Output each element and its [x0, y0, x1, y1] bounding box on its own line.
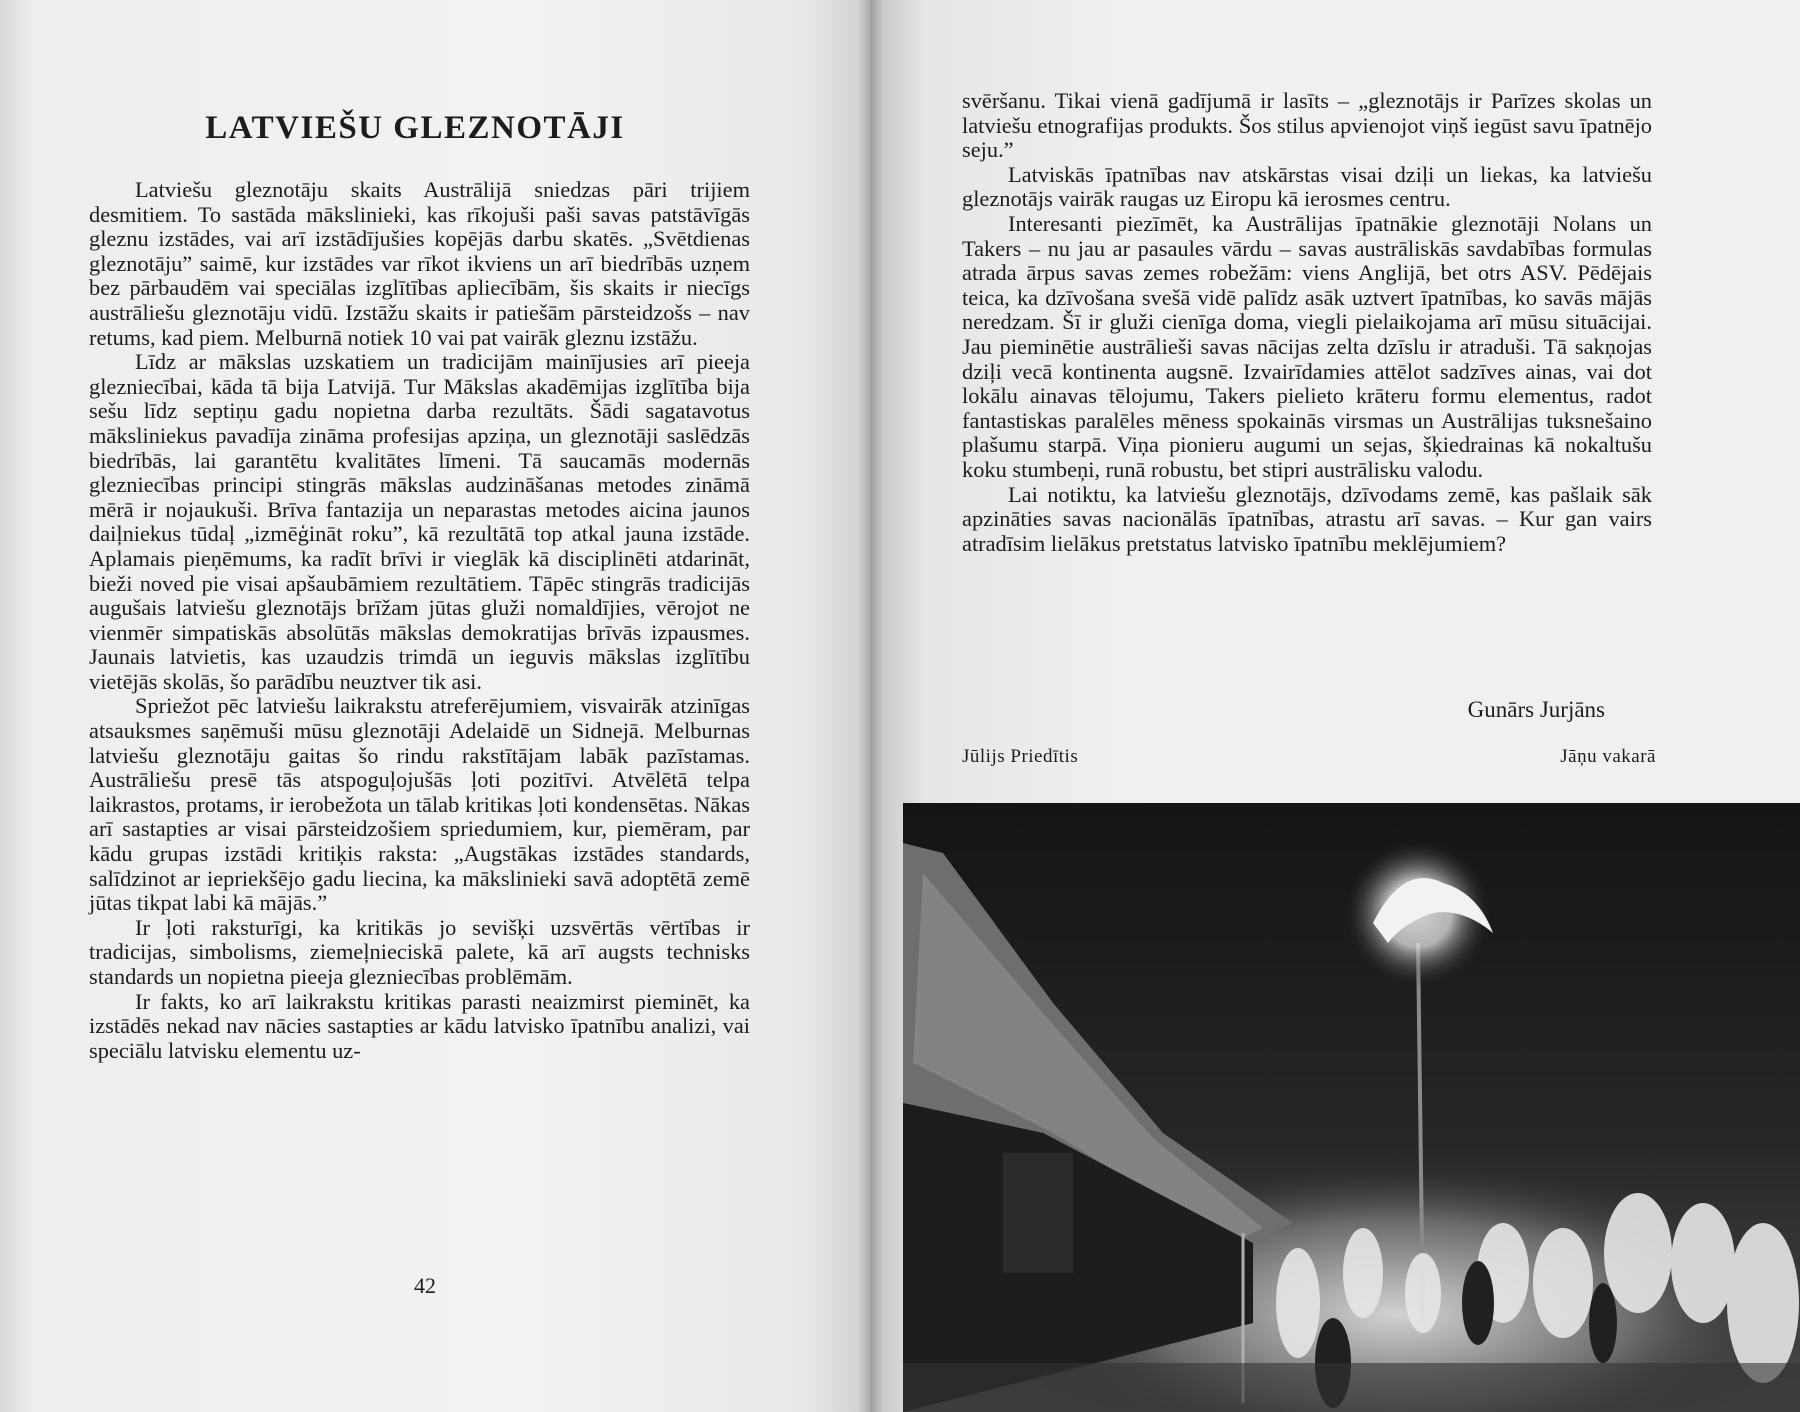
paragraph: svēršanu. Tikai vienā gadījumā ir lasīts – „gleznotājs ir Parīzes skolas un latviešu etnografijas produkts. Šos stilus apvienojot viņš iegūst savu īpatnējo seju.”: [962, 88, 1652, 163]
right-page: [870, 0, 1800, 1412]
right-page-text-column: [962, 89, 1652, 556]
caption-artist: Jūlijs Priedītis: [962, 746, 1079, 767]
caption-title: Jāņu vakarā: [1560, 746, 1656, 767]
paragraph: Latviešu gleznotāju skaits Austrālijā sniedzas pāri trijiem desmitiem. To sastāda mākslinieki, kas rīkojuši paši savas patstāvīgās gleznu izstādes, vai arī izstādījušies kopējās darbu skatēs. „Svētdienas gleznotāju” saimē, kur izstādes var rīkot ikviens un arī biedrībās uzņem bez pārbaudēm vai speciālas izglītības apliecībām, šis skaits ir niecīgs austrāliešu gleznotāju vidū. Izstāžu skaits ir patiešām pārsteidzošs – nav retums, kad piem. Melburnā notiek 10 vai pat vairāk gleznu izstāžu.: [89, 177, 750, 350]
paragraph: Latviskās īpatnības nav atskārstas visai dziļi un liekas, ka latviešu gleznotājs vairāk raugas uz Eiropu kā ierosmes centru.: [962, 161, 1652, 212]
page-number: 42: [414, 1273, 436, 1298]
paragraph: Interesanti piezīmēt, ka Austrālijas īpatnākie gleznotāji Nolans un Takers – nu jau ar pasaules vārdu – savas austrāliskās savdabības formulas atrada ārpus savas zemes robežām: viens Anglijā, bet otrs ASV. Pēdējais teica, ka dzīvošana svešā vidē palīdz asāk uztvert īpatnības, ko savās mājās neredzam. Šī ir gluži cienīga doma, viegli pielaikojama arī mūsu situācijai. Jau pieminētie austrālieši savas nācijas zelta dzīslu ir atraduši. Tā sakņojas dziļi vecā kontinenta augsnē. Izvairīdamies attēlot sadzīves ainas, vai dot lokālu ainavas tēlojumu, Takers pielieto krāteru formu elementus, radot fantastiskas paralēles mēness spokainās virsmas un Austrālijas tuksnešaino plašumu starpā. Viņa pionieru augumi un sejas, šķiedrainas kā nokaltušu koku stumbeņi, runā robustu, bet stipri austrālisku valodu.: [962, 210, 1652, 482]
paragraph: Spriežot pēc latviešu laikrakstu atreferējumiem, visvairāk atzinīgas atsauksmes saņēmuši mūsu gleznotāji Adelaidē un Sidnejā. Melburnas latviešu gleznotāju gaitas šo rindu rakstītājam labāk pazīstamas. Austrāliešu presē tās atspoguļojušās ļoti pozitīvi. Atvēlētā telpa laikrastos, protams, ir ierobežota un tālab kritikas ļoti kondensētas. Nākas arī sastapties ar visai pārsteidzošiem spriedumiem, kur, piemēram, par kādu grupas izstādi kritiķis raksta: „Augstākas izstādes standards, salīdzinot ar iepriekšējo gadu liecina, ka mākslinieki savā adoptētā zemē jūtas tikpat labi kā mājās.”: [89, 693, 750, 916]
author-signature: Gunārs Jurjāns: [1467, 697, 1605, 722]
paragraph: Lai notiktu, ka latviešu gleznotājs, dzīvodams zemē, kas pašlaik sāk apzināties savas nacionālās īpatnības, atrastu arī savas. – Kur gan vairs atradīsim lielākus pretstatus latvisko īpatnību meklējumiem?: [962, 481, 1652, 556]
left-page-text-column: [89, 178, 750, 1063]
article-title: LATVIEŠU GLEZNOTĀJI: [205, 110, 625, 146]
paragraph: Ir ļoti raksturīgi, ka kritikās jo sevišķi uzsvērtās vērtības ir tradicijas, simbolisms, ziemeļnieciskā palete, kā arī augsts technisks standards un nopietna pieeja glezniecības problēmām.: [89, 914, 750, 989]
paragraph: Līdz ar mākslas uzskatiem un tradicijām mainījusies arī pieeja glezniecībai, kāda tā bija Latvijā. Tur Mākslas akadēmijas izglītība bija sešu līdz septiņu gadu nopietna darba rezultāts. Šādi sagatavotus māksliniekus pavadīja zināma profesijas apziņa, un gleznotāji saslēdzās biedrībās, lai garantētu kvalitātes līmeni. Tā saucamās modernās glezniecības principi stingrās mākslas audzināšanas metodes zināmā mērā ir nojaukuši. Brīva fantazija un neparastas metodes aicina jaunos daiļniekus tūdaļ „izmēģināt roku”, kā rezultātā top atkal jauna izstāde. Aplamais pieņēmums, ka radīt brīvi ir vieglāk kā disciplinēti atdarināt, bieži noved pie visai apšaubāmiem rezultātiem. Tāpēc stingrās tradicijās augušais latviešu gleznotājs brīžam jūtas gluži nomaldījies, vērojot ne vienmēr simpatiskās absolūtās mākslas demokratijas brīvās izpausmes. Jaunais latvietis, kas uzaudzis trimdā un ieguvis mākslas izglītību vietējās skolās, šo parādību neuztver tik asi.: [89, 349, 750, 694]
left-page: [0, 0, 870, 1412]
painting-illustration: [903, 803, 1800, 1412]
paragraph: Ir fakts, ko arī laikrakstu kritikas parasti neaizmirst pieminēt, ka izstādēs nekad nav nācies sastapties ar kādu latvisko īpatnību analizi, vai speciālu latvisku elementu uz-: [89, 988, 750, 1063]
book-gutter: [858, 0, 884, 1412]
